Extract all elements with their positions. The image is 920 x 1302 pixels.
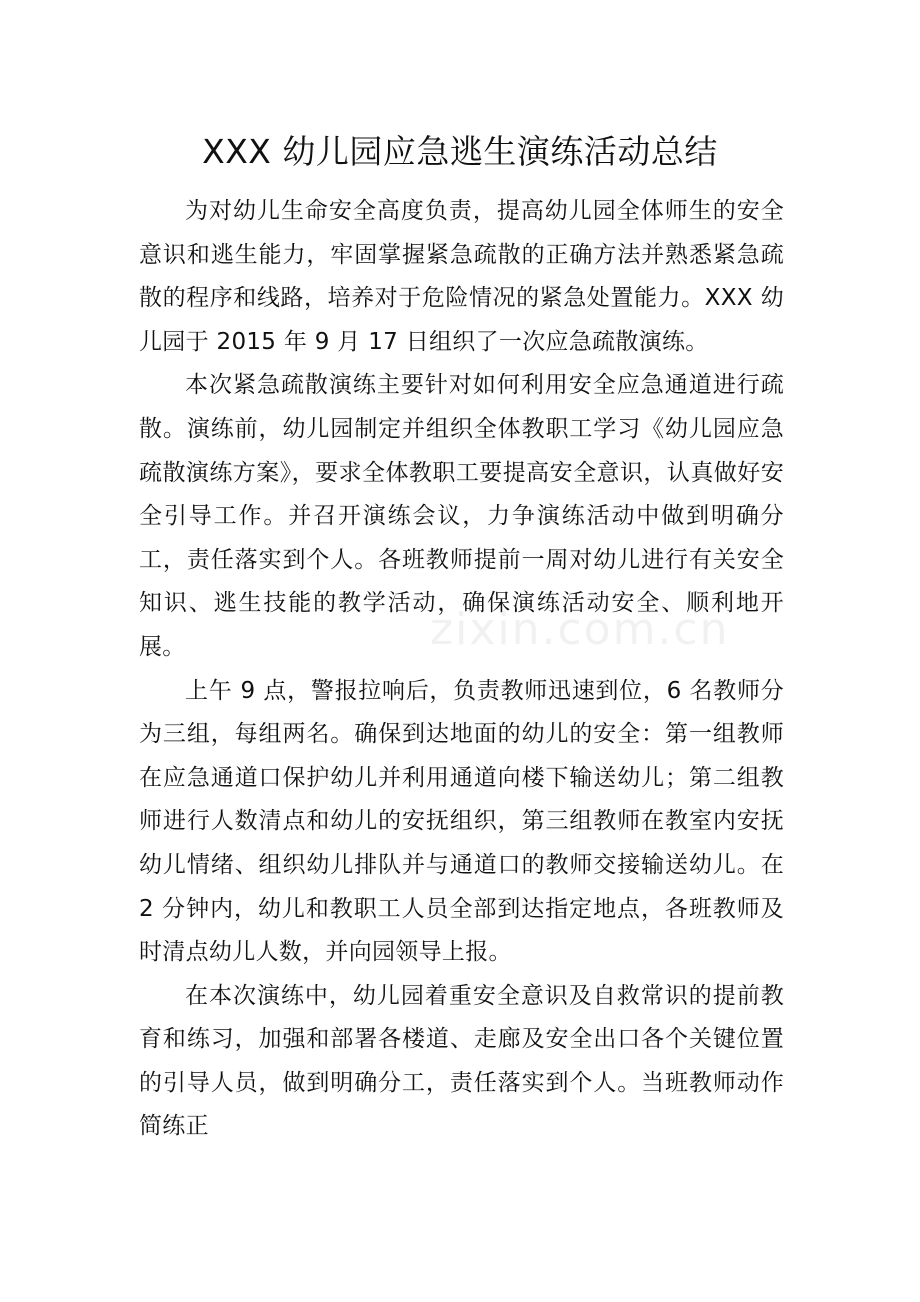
paragraph-3: 上午 9 点，警报拉响后，负责教师迅速到位，6 名教师分为三组，每组两名。确保到达地面的幼儿的安全：第一组教师在应急通道口保护幼儿并利用通道向楼下输送幼儿；第二组教师进行人数清点和幼儿的安抚组织，第三组教师在教室内安抚幼儿情绪、组织幼儿排队并与通道口的教师交接输送幼儿。在 2 分钟内，幼儿和教职工人员全部到达指定地点，各班教师及时清点幼儿人数，并向园领导上报。 [139, 677, 784, 966]
document-title: XXX 幼儿园应急逃生演练活动总结 [202, 132, 718, 171]
watermark: zixin.com.cn [430, 604, 730, 655]
paragraph-2: 本次紧急疏散演练主要针对如何利用安全应急通道进行疏散。演练前，幼儿园制定并组织全体教职工学习《幼儿园应急疏散演练方案》，要求全体教职工要提高安全意识，认真做好安全引导工作。并召开演练会议，力争演练活动中做到明确分工，责任落实到个人。各班教师提前一周对幼儿进行有关安全知识、逃生技能的教学活动，确保演练活动安全、顺利地开展。 [139, 372, 784, 660]
paragraph-1: 为对幼儿生命安全高度负责，提高幼儿园全体师生的安全意识和逃生能力，牢固掌握紧急疏散的正确方法并熟悉紧急疏散的程序和线路，培养对于危险情况的紧急处置能力。XXX 幼儿园于 2015 年 9 月 17 日组织了一次应急疏散演练。 [139, 198, 784, 355]
document-body [139, 190, 784, 1149]
paragraph-4: 在本次演练中，幼儿园着重安全意识及自救常识的提前教育和练习，加强和部署各楼道、走廊及安全出口各个关键位置的引导人员，做到明确分工，责任落实到个人。当班教师动作简练正 [139, 982, 784, 1140]
